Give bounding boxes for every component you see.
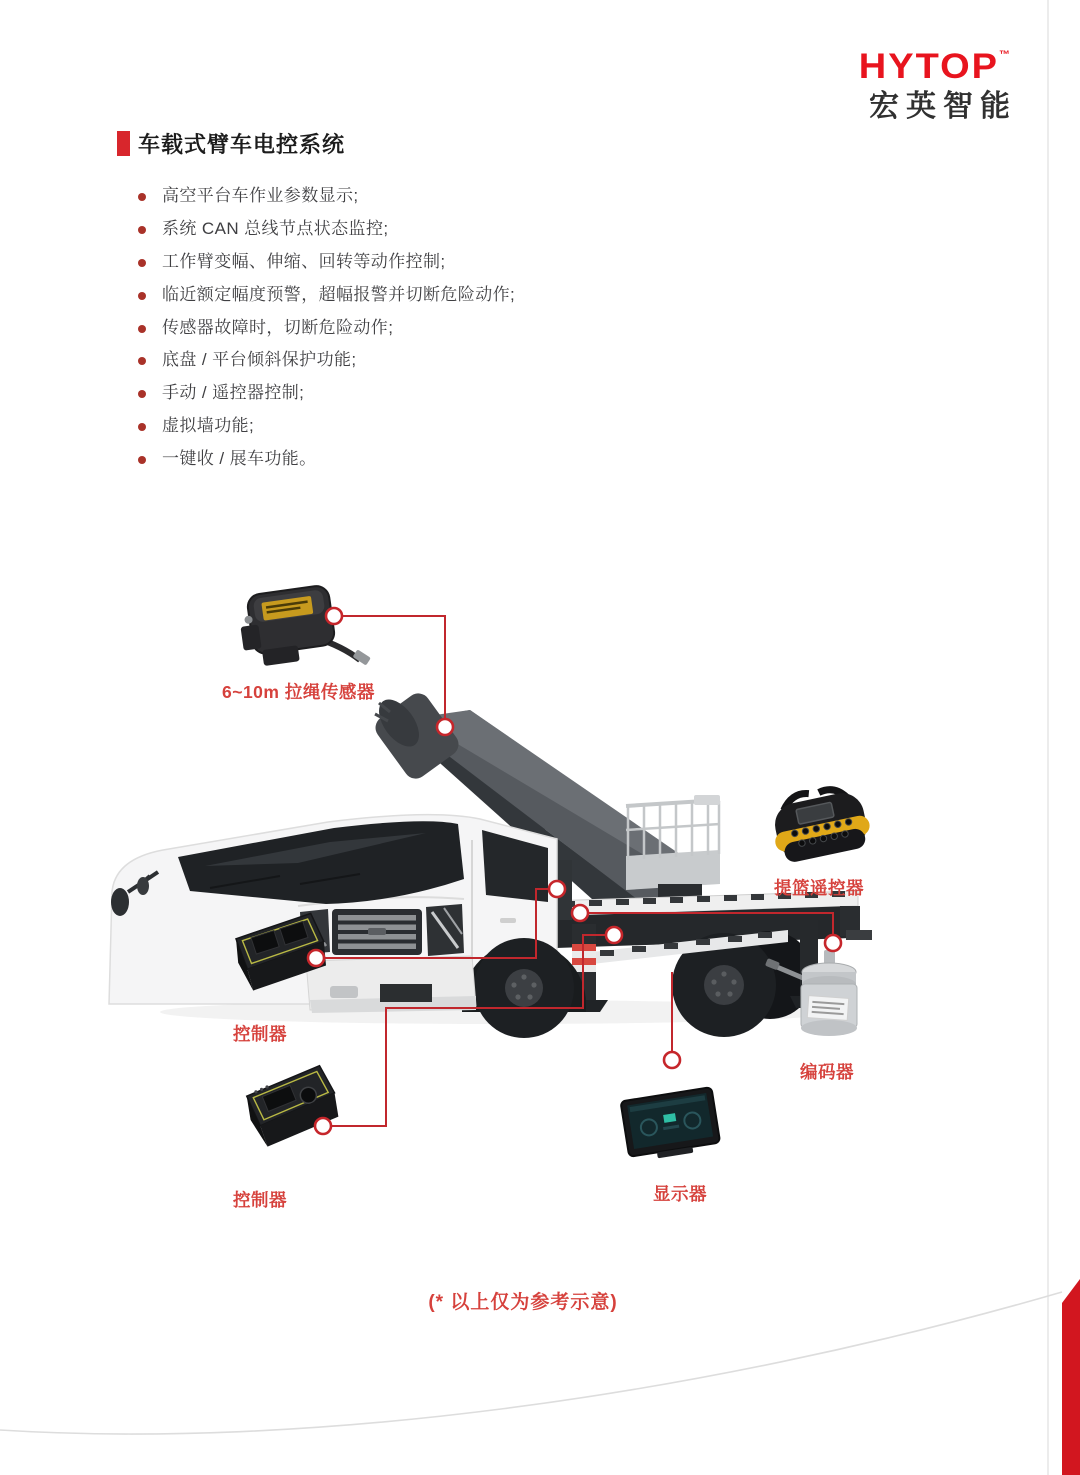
bullet-icon [138,456,146,464]
reference-note: (* 以上仅为参考示意) [428,1292,618,1313]
feature-text: 高空平台车作业参数显示; [162,186,359,205]
bullet-icon [138,193,146,201]
bullet-icon [138,259,146,267]
controller-bottom-illustration [242,1064,343,1149]
logo-chinese-name: 宏英智能 [869,90,1017,123]
display-illustration [620,1087,721,1163]
bullet-icon [138,390,146,398]
feature-item [138,285,515,305]
feature-text: 工作臂变幅、伸缩、回转等动作控制; [162,251,446,271]
section-title-row [117,128,345,159]
footer-red-accent [1062,1279,1080,1475]
bullet-icon [138,325,146,333]
page-title: 车载式臂车电控系统 [138,132,346,157]
logo-wordmark: HYTOP [858,47,999,87]
feature-item [138,383,515,403]
feature-text: 传感器故障时，切断危险动作; [162,317,394,337]
feature-list [138,186,515,482]
feature-item [138,186,515,206]
company-logo [858,47,1017,123]
feature-item [138,350,515,370]
feature-text: 虚拟墙功能; [162,416,255,436]
trademark-symbol: ™ [999,49,1010,61]
bullet-icon [138,423,146,431]
feature-text: 手动 / 遥控器控制; [162,383,305,403]
remote-control-illustration [767,781,874,865]
feature-text: 临近额定幅度预警，超幅报警并切断危险动作; [162,284,516,304]
feature-item [138,252,515,272]
feature-item [138,318,515,338]
rope-sensor-illustration [236,584,371,668]
label-rope-sensor: 6~10m 拉绳传感器 [222,682,375,702]
feature-item [138,449,515,469]
feature-item [138,219,515,239]
feature-text: 系统 CAN 总线节点状态监控; [162,218,389,238]
bullet-icon [138,357,146,365]
bullet-icon [138,292,146,300]
title-marker [117,131,130,156]
feature-text: 一键收 / 展车功能。 [162,449,317,469]
label-display: 显示器 [653,1184,707,1204]
bullet-icon [138,226,146,234]
feature-text: 底盘 / 平台倾斜保护功能; [162,350,357,370]
feature-item [138,416,515,436]
label-basket-remote: 提篮遥控器 [774,878,864,898]
label-controller-top: 控制器 [233,1024,287,1044]
label-encoder: 编码器 [800,1062,854,1082]
label-controller-bottom: 控制器 [233,1190,287,1210]
truck-illustration [109,689,872,1038]
